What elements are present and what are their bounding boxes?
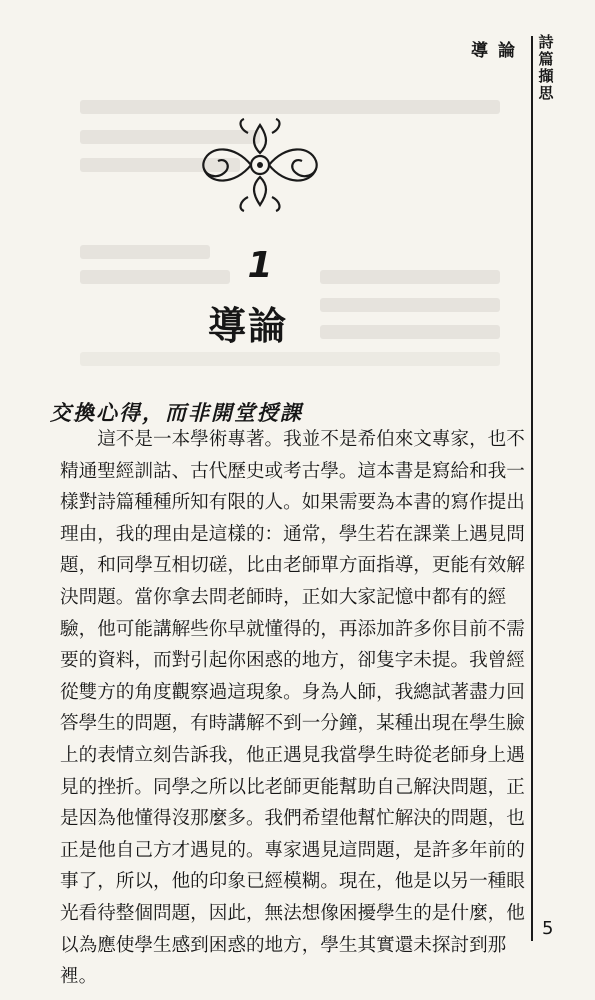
bleed-through: [80, 352, 500, 366]
text-line: 光看待整個問題，因此，無法想像困擾學生的是什麼，他: [60, 902, 525, 924]
text-line: 要的資料，而對引起你困惑的地方，卻隻字未提。我曾經: [60, 650, 525, 672]
text-line: 裡。: [60, 966, 98, 988]
margin-rule: [531, 36, 533, 941]
book-title-char: 思: [538, 84, 554, 102]
chapter-ornament-icon: [190, 115, 330, 215]
book-title-char: 篇: [538, 50, 554, 68]
bleed-through: [320, 325, 500, 339]
chapter-title: 導論: [208, 304, 289, 348]
text-line: 正是他自己方才遇見的。專家遇見這問題，是許多年前的: [60, 839, 525, 861]
bleed-through: [80, 100, 500, 114]
text-line: 是因為他懂得沒那麼多。我們希望他幫忙解決的問題，也: [60, 808, 525, 830]
bleed-through: [320, 298, 500, 312]
page-number: 5: [542, 918, 554, 939]
book-title-tab: [538, 34, 554, 102]
text-line: 事了，所以，他的印象已經模糊。現在，他是以另一種眼: [60, 871, 525, 893]
bleed-through: [80, 270, 230, 284]
text-line: 驗，他可能講解些你早就懂得的，再添加許多你目前不需: [60, 618, 525, 640]
book-title-char: 詩: [538, 33, 554, 51]
bleed-through: [80, 245, 210, 259]
section-heading: 交換心得，而非開堂授課: [50, 401, 303, 425]
book-title-char: 擷: [538, 67, 554, 85]
text-line: 從雙方的角度觀察過這現象。身為人師，我總試著盡力回: [60, 681, 525, 703]
chapter-number: 1: [247, 245, 273, 286]
text-line: 精通聖經訓詁、古代歷史或考古學。這本書是寫給和我一: [60, 460, 525, 482]
text-line: 這不是一本學術專著。我並不是希伯來文專家，也不: [60, 429, 525, 450]
text-line: 理由，我的理由是這樣的：通常，學生若在課業上遇見問: [60, 523, 525, 545]
text-line: 以為應使學生感到困惑的地方，學生其實還未探討到那: [60, 934, 507, 956]
text-line: 決問題。當你拿去問老師時，正如大家記憶中都有的經: [60, 586, 507, 608]
bleed-through: [320, 270, 500, 284]
body-paragraph: [60, 424, 525, 993]
text-line: 見的挫折。同學之所以比老師更能幫助自己解決問題，正: [60, 776, 525, 798]
text-line: 樣對詩篇種種所知有限的人。如果需要為本書的寫作提出: [60, 492, 525, 514]
text-line: 題，和同學互相切磋，比由老師單方面指導，更能有效解: [60, 555, 525, 577]
text-line: 上的表情立刻告訴我，他正遇見我當學生時從老師身上遇: [60, 744, 525, 766]
text-line: 答學生的問題，有時講解不到一分鐘，某種出現在學生臉: [60, 713, 525, 735]
running-header: 導論: [471, 41, 525, 61]
